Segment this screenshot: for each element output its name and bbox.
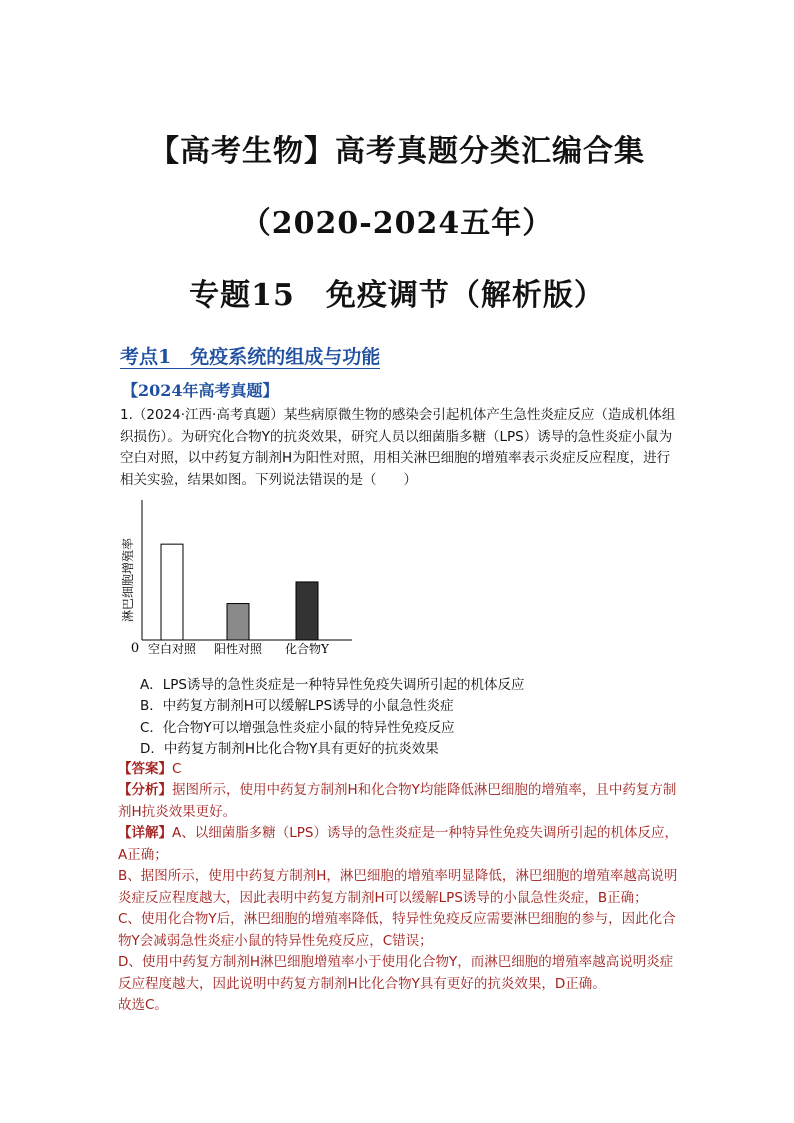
detail-a: A、以细菌脂多糖（LPS）诱导的急性炎症是一种特异性免疫失调所引起的机体反应，A正确； bbox=[118, 825, 678, 863]
detail-tag: 【详解】 bbox=[118, 825, 172, 841]
answer-tag: 【答案】 bbox=[118, 761, 172, 777]
category-label-2: 阳性对照 bbox=[213, 642, 263, 656]
subheading: 【2024年高考真题】 bbox=[122, 381, 279, 400]
question-stem: 1.（2024·江西·高考真题）某些病原微生物的感染会引起机体产生急性炎症反应（造成机体组织损伤）。为研究化合物Y的抗炎效果，研究人员以细菌脂多糖（LPS）诱导的急性炎症小鼠为空白对照，以中药复方制剂H为阳性对照，用相关淋巴细胞的增殖率表示炎症反应程度，进行相关实验，结果如图。下列说法错误的是（ ） bbox=[120, 407, 676, 488]
bar-2 bbox=[227, 604, 249, 640]
bar-chart bbox=[118, 500, 358, 670]
analysis-tag: 【分析】 bbox=[118, 782, 172, 798]
bar-1 bbox=[161, 544, 183, 640]
option-a: A．LPS诱导的急性炎症是一种特异性免疫失调所引起的机体反应 bbox=[140, 677, 525, 693]
answer-value: C bbox=[172, 761, 182, 777]
answer-line bbox=[118, 759, 683, 781]
y-axis-label: 淋巴细胞增殖率 bbox=[121, 537, 135, 623]
options-list bbox=[140, 675, 524, 760]
category-label-1: 空白对照 bbox=[147, 642, 197, 656]
analysis-block bbox=[118, 780, 683, 823]
topic-title: 专题15 免疫调节（解析版） bbox=[189, 278, 605, 313]
bar-3 bbox=[296, 582, 318, 640]
option-d: D．中药复方制剂H比化合物Y具有更好的抗炎效果 bbox=[140, 740, 439, 757]
origin-label: 0 bbox=[130, 641, 140, 656]
detail-d: D、使用中药复方制剂H淋巴细胞增殖率小于使用化合物Y，而淋巴细胞的增殖率越高说明炎症反应程度越大，因此说明中药复方制剂H比化合物Y具有更好的抗炎效果，D正确。 bbox=[118, 954, 674, 992]
document-title: 【高考生物】高考真题分类汇编合集 bbox=[149, 134, 645, 169]
option-c: C．化合物Y可以增强急性炎症小鼠的特异性免疫反应 bbox=[140, 719, 455, 736]
analysis-text: 据图所示，使用中药复方制剂H和化合物Y均能降低淋巴细胞的增殖率，且中药复方制剂H抗炎效果更好。 bbox=[118, 782, 677, 820]
section-label: 考点1 免疫系统的组成与功能 bbox=[120, 346, 381, 368]
year-range: （2020-2024五年） bbox=[240, 206, 554, 241]
detail-c: C、使用化合物Y后，淋巴细胞的增殖率降低，特异性免疫反应需要淋巴细胞的参与，因此化合物Y会减弱急性炎症小鼠的特异性免疫反应，C错误； bbox=[118, 911, 676, 949]
category-label-3: 化合物Y bbox=[285, 642, 329, 656]
detail-block bbox=[118, 823, 683, 1017]
option-b: B．中药复方制剂H可以缓解LPS诱导的小鼠急性炎症 bbox=[140, 698, 454, 715]
conclusion: 故选C。 bbox=[118, 997, 168, 1013]
detail-b: B、据图所示，使用中药复方制剂H，淋巴细胞的增殖率明显降低，淋巴细胞的增殖率越高说明炎症反应程度越大，因此表明中药复方制剂H可以缓解LPS诱导的小鼠急性炎症，B正确； bbox=[118, 868, 678, 906]
section-heading bbox=[120, 342, 380, 369]
